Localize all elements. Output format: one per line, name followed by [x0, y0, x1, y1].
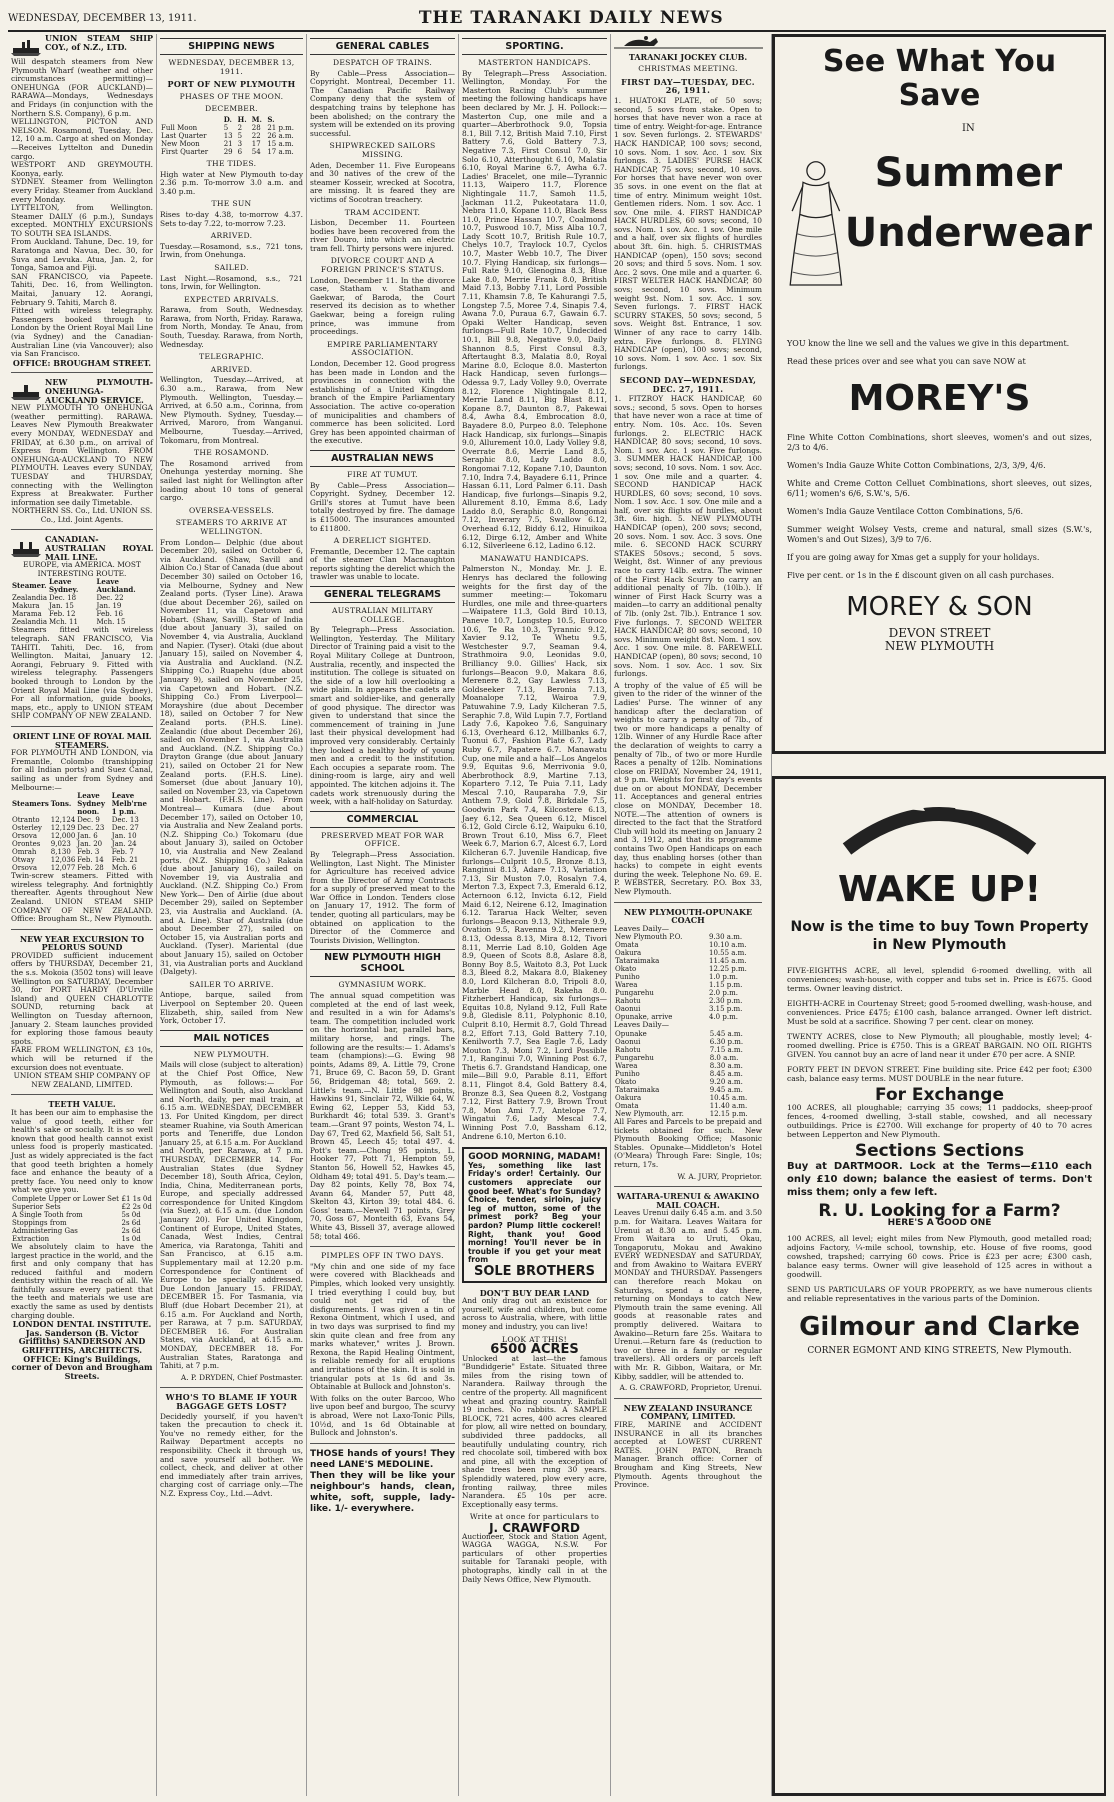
table-row: Complete Upper or Lower Set £1 1s 0d [12, 1194, 152, 1203]
sailed-title: SAILED. [214, 262, 249, 272]
sailer-body: Antiope, barque, sailed from Liverpool on September 20. Queen Elizabeth, ship, sailed from New York, October 17. [160, 990, 303, 1026]
nplym-service-ad [11, 378, 153, 524]
meat-body: By Telegraph—Press Association. Wellington, Last Night. The Minister for Agriculture has received advice from the Director of Army Contracts for a supply of preserved meat to the War Office in London. Tenders close on January 17, 1912. The form of tender, quoting all particulars, may be obtained on application to the Director of the Commerce and Tourists Division, Wellington. [310, 849, 455, 945]
excursion-company: UNION STEAM SHIP COMPANY OF NEW ZEALAND, LIMITED. [13, 1071, 151, 1089]
steamship-icon [11, 537, 41, 557]
sailed-body: Last Night.—Rosamond, s.s., 721 tons, Irwin, for Wellington. [160, 273, 303, 292]
union-body: Will despatch steamers from New Plymouth Wharf (weather and other circumstances permitting)— ONEHUNGA (FOR AUCKLAND)— RARAWA—Mondays, Wednesdays and Fridays (in conjunction with the Northern S.S. Company), 6 p.m. [11, 57, 153, 118]
canadian-title: CANADIAN-AUSTRALIAN ROYAL MAIL LINE. [45, 534, 153, 562]
jockey-first-body: 1. HUATOKI PLATE, of 50 sovs; second, 5 sovs from stake. Open to horses that have never won a race at time of entry. Weight-for-age. Entrance 1 sov. Seven furlongs. 2. STEWARDS' HACK HANDICAP, 100 sovs; second, 10 sovs. Nom. 1 sov. Acc. 1 sov. Six furlongs. 3. LADIES' PURSE HACK HANDICAP, 75 sovs; second, 10 sovs. For horses that have never won over 35 sovs. in one event on the flat at time of entry. Minimum weight 10st. Gentlemen riders. Nom. 1 sov. Acc. 1 sov. One mile. 4. FIRST HANDICAP HACK HURDLES, 60 sovs; second, 10 sovs. Nom. 1 sov. Acc. 1 sov. One mile and a half, over six flights of hurdles about 3ft. 6in. high. 5. CHRISTMAS HANDICAP (open), 150 sovs; second 20 sovs; and third 5 sovs. Nom. 1 sov. Acc. 2 sovs. One mile and a quarter. 6. FIRST WELTER HACK HANDICAP, 80 sovs; second, 10 sovs. Minimum weight 9st. Nom. 1 sov. Acc. 1 sov. Seven furlongs. 7. FIRST HACK SCURRY STAKES, 50 sovs; second, 5 sovs. Weight 8st. Entrance, 1 sov. Winner of any race to carry 14lb. extra. Five furlongs. 8. FLYING HANDICAP (open), 100 sovs; second, 10 sovs. Nom. 1 sov. Acc. 1 sov. Six furlongs. [614, 95, 762, 372]
jockey-sub: CHRISTMAS MEETING. [638, 64, 738, 74]
morey-intro2: Read these prices over and see what you can save NOW at [787, 357, 1026, 366]
moon-title: PHASES OF THE MOON. [179, 91, 284, 101]
gilmour-address: CORNER EGMONT AND KING STREETS, New Plymouth. [807, 1345, 1072, 1356]
table-row: Zealandia Mch. 11 Mch. 15 [12, 618, 126, 627]
union-sydney: SYDNEY. Steamer from Wellington every Friday. Steamer from Auckland every Monday. [11, 177, 153, 204]
table-row: Administering Gas 2s 6d [12, 1226, 141, 1235]
laxo-body: With folks on the outer Barcoo, Who live upon beef and burgoo, The scurvy is abroad, Were not Laxo-Tonic Pills, 10½d, and 1s 6d Obtainable at Bullock and Johnston's. [310, 1393, 455, 1438]
farm-note: SEND US PARTICULARS OF YOUR PROPERTY, as we have numerous clients and reliable representatives in the various parts of the Dominion. [787, 1284, 1092, 1303]
empire-title: EMPIRE PARLIAMENTARY ASSOCIATION. [327, 339, 438, 358]
table-row: Oakura 10.55 a.m. [615, 949, 747, 958]
land-body: And only drag out an existence for yourself, wife and children, but come across to Australia, where, with little money and industry, you can live! [462, 1296, 607, 1331]
land-ad [462, 1289, 607, 1585]
union-westport: WESTPORT AND GREYMOUTH. Koonya, early. [11, 160, 153, 178]
table-row: Omata 11.40 a.m. [615, 1101, 748, 1110]
trains-body: By Cable—Press Association—Copyright. Montreal, December 11. The Canadian Pacific Railway Company deny that the system of despatching trains by telephone has been abolished; on the contrary the system will be extended on its proving successful. [310, 68, 455, 138]
teeth-title: TEETH VALUE. [48, 1099, 116, 1110]
orient-body: FOR PLYMOUTH AND LONDON, via Fremantle, Colombo (transhipping for all Indian ports) and Suez Canal, sailing as under from Sydney and Melbourne:— [11, 748, 153, 792]
lady-figure-icon [787, 119, 845, 329]
table-row: Warea 1.15 p.m. [615, 981, 743, 990]
morey-item: If you are going away for Xmas get a supply for your holidays. [787, 553, 1040, 562]
overseas-body: From London— Delphic (due about December 20), sailed on October 6, via Auckland. (Shaw, Savill and Albion Co.) Star of Canada (due about December 30) sailed on October 16, via Melbourne, Sydney and New Zealand ports. (Tyser Line). Arawa (due about December 26), sailed on November 11, via Capetown and Hobart. (Shaw, Savill). Star of India (due about January 3), sailed on November 4, via Australia, Auckland and Napier. (Tyser). Otaki (due about January 15), sailed on November 4, via Australia and Auckland. (N.Z. Shipping Co.) Ruapehu (due about January 9), sailed on November 25, via Capetown and Hobart. (N.Z. Shipping Co.) From Liverpool— Morayshire (due about December 18), sailed on October 7 for New Zealand ports. (P.H.S. Line). Zealandic (due about December 26), sailed on November 1, via Australia and Auckland. (N.Z. Shipping Co.) Drayton Grange (due about January 21), sailed on October 21 for New Zealand ports. (F.H.S. Line). Somerset (due about January 10), sailed on November 23, via Capetown and Hobart. (F.H.S. Line). From Montreal— Kumara (due about December 17), sailed on October 10, via Australia and New Zealand ports. (N.Z. Shipping Co.) Tokomaru (due about January 3), sailed on October 10, via Australia and New Zealand ports. (N.Z. Shipping Co.) Rakaia (due about January 16), sailed on November 19, via Australia and Auckland. (N.Z. Shipping Co.) From New York— Den of Airlie (due about December 29), sailed on September 23, via Australia and Auckland. (A. and A. Line). Star of Australia (due about December 27), sailed on October 15, via Australian ports and Auckland. (Tyser). Mariental (due about January 15), sailed on October 31, via Australian ports and Auckland (Dalgety). [160, 537, 303, 977]
column-shipping-ads [8, 34, 156, 1796]
empire-body: London, December 12. Good progress has been made in London and the provinces in connection with the establishing of a United Kingdom branch of the Empire Parliamentary Association. The active co-operation of municipalities and chambers of commerce has been solicited. Lord Grey has been appointed chairman of the executive. [310, 359, 455, 446]
shipping-dateline: WEDNESDAY, DECEMBER 13, 1911. [168, 58, 295, 76]
orient-table: Steamers Tons. Leave Sydney noon. Leave Melb'rne 1 p.m. Otranto 12,124 Dec. 9 Dec. 13 Osterley 12,129 Dec. 23 Dec. 27 Orsova 12,000 Jan. 6 Jan. 10 Orontes 9,023 Jan. 20 Jan. 24 Omrah 8,130 Feb. 3 Feb. 7 Otway 12,036 Feb. 14 Feb. 21 Orsova 12,077 Feb. 28 Mch. 6 [11, 792, 153, 872]
table-row: Oaonui 3.15 p.m. [615, 1005, 743, 1014]
tram-title: TRAM ACCIDENT. [344, 207, 421, 217]
teeth-ad [11, 1100, 153, 1380]
port-heading: PORT OF NEW PLYMOUTH [167, 79, 296, 90]
union-lyttelton: LYTTELTON, from Wellington. Steamer DAILY (6 p.m.), Sundays excepted. MONTHLY EXCURSIONS TO SOUTH SEA ISLANDS. [11, 203, 153, 238]
morey-item: Five per cent. or 1s in the £ discount given on all cash purchases. [787, 571, 1055, 580]
acres-number: 6500 ACRES [490, 1342, 579, 1358]
sole-body: Yes, something like last Friday's order! Certainly. Our customers appreciate our good beef. What's for Sunday? Choice, tender, sirloin, juicy leg of mutton, some of the primest pork? Beg your pardon? Plump little cockerel! Right, thank you! Good morning! You'll never be in trouble if you get your meat from [468, 1160, 601, 1265]
telegraphic-arrived: ARRIVED. [210, 364, 253, 374]
column-sporting [458, 34, 610, 1796]
property-listing: FORTY FEET IN DEVON STREET. Fine building site. Price £42 per foot; £300 cash, balance easy terms. MUST DOUBLE in the near future. [787, 1064, 1092, 1083]
rooster-banner-icon [787, 789, 1092, 859]
moon-month: DECEMBER. [205, 104, 258, 114]
summer-heading: Summer [874, 149, 1063, 196]
union-office: OFFICE: BROUGHAM STREET. [12, 357, 152, 368]
coach-leaves-label: Leaves Daily— [614, 1020, 670, 1030]
insurance-body: FIRE, MARINE and ACCIDENT INSURANCE in all its branches accepted at LOWEST CURRENT RATES. JOHN PATON, Branch Manager. Branch office: Corner of Brougham and King Streets, New Plymouth. Agents throughout the Province. [614, 1419, 762, 1490]
mail-signature: A. P. DRYDEN, Chief Postmaster. [180, 1372, 303, 1382]
divorce-body: London, December 11. In the divorce case, Statham v. Statham and Gaekwar, of Baroda, the Court reserved its decision as to whether Gaekwar, being a foreign ruling prince, was immune from proceedings. [310, 275, 455, 337]
morey-item: Fine White Cotton Combinations, short sleeves, women's and out sizes, 2/3 to 4/6. [787, 433, 1092, 452]
coach-title: NEW PLYMOUTH-OPUNAKE COACH [623, 906, 753, 926]
tram-body: Lisbon, December 11. Fourteen bodies have been recovered from the river Douro, into which an electric tram fell. Thirty persons were injured. [310, 218, 455, 253]
union-islands: From Auckland. Tahune, Dec. 19, for Raratonga and Navua, Dec. 30, for Suva and Levuka. Atua, Jan. 2, for Tonga, Samoa and Fiji. [11, 237, 153, 273]
morey-nplymouth: NEW PLYMOUTH [884, 638, 995, 653]
orient-note: Twin-screw steamers. Fitted with wireless telegraphy. And fortnightly thereafter. Agents throughout New Zealand. UNION STEAM SHIP COMPANY OF NEW ZEALAND. Office: Brougham St., New Plymouth. [11, 871, 153, 924]
nplym-body: NEW PLYMOUTH TO ONEHUNGA (weather permitting). RARAWA. Leaves New Plymouth Breakwater every MONDAY, WEDNESDAY and FRIDAY, at 6.30 p.m., on arrival of Express from Wellington. FROM ONEHUNGA-AUCKLAND TO NEW PLYMOUTH. Leaves every SUNDAY, TUESDAY and THURSDAY, connecting with the Wellington Express at Breakwater. Further information see daily Timetable. [11, 403, 153, 507]
union-ad [11, 34, 153, 367]
fire-title: FIRE AT TUMUT. [347, 469, 418, 479]
insurance-ad [614, 1404, 762, 1490]
medoline-title: THOSE hands of yours! They need LANE'S MEDOLINE. [310, 1448, 455, 1470]
coach-notes: All Fares and Parcels to be prepaid and tickets obtained for such. New Plymouth Booking Office; Masonic Stables. Opunake—Middleton's Hotel (O'Meara) Through Fare: Single, 10s; return, 17s. [614, 1116, 762, 1169]
medoline-body: Then they will be like your neighbour's hands, clean, white, soft, supple, lady-like. 1/- everywhere. [310, 1470, 455, 1514]
waitara-signature: A. G. CRAWFORD, Proprietor, Urenui. [619, 1383, 762, 1393]
expected-body: Rarawa, from South, Wednesday. Rarawa, from North, Friday. Rarawa, from North, Monday. Te Anau, from South, Tuesday. Rarawa, from North, Wednesday. [160, 305, 303, 349]
sole-brothers-ad [462, 1147, 607, 1282]
farm-heading: R. U. Looking for a Farm? [818, 1200, 1061, 1221]
column-cables [306, 34, 458, 1796]
column-display-ads [771, 34, 1106, 1796]
derelict-title: A DERELICT SIGHTED. [333, 536, 432, 546]
table-header: Steamer. [12, 581, 47, 591]
table-row: Orsova 12,077 Feb. 28 Mch. 6 [12, 864, 137, 873]
table-row: Opunake 5.45 a.m. [615, 1029, 743, 1038]
teeth-price-table [11, 1195, 153, 1243]
table-header: Leave Sydney. [49, 577, 79, 595]
sole-title: GOOD MORNING, MADAM! [468, 1152, 601, 1163]
table-row: Okato 12.25 p.m. [615, 965, 747, 974]
steamship-icon [11, 380, 41, 400]
general-telegrams-heading: GENERAL TELEGRAMS [310, 586, 455, 603]
table-row: Opunake, arrive 4.0 p.m. [615, 1013, 738, 1022]
table-row: Rahotu 2.30 p.m. [615, 997, 743, 1006]
excursion-fare: FARE FROM WELLINGTON, £3 10s, which will be returned if the excursion does not eventuate. [11, 1045, 153, 1072]
moon-table: D. H. M. S. Full Moon 5 2 28 21 p.m. Last Quarter 13 5 22 26 a.m. New Moon 21 3 17 15 a.m. First Quarter 29 6 54 17 a.m. [160, 116, 303, 156]
rosamond-body: The Rosamond arrived from Onehunga yesterday morning. She sailed last night for Wellington after loading about 10 tons of general cargo. [160, 458, 303, 503]
manawatu-body: Palmerston N., Monday. Mr. J. E. Henrys has declared the following weights for the first day of the summer meeting:— Tokomaru Hurdles, one mile and three-quarters—Waipatere 11.3, Gold Bird 10.13, Paneve 10.7, Longstep 10.5, Euroco 10.6, Te Ra 10.3, Tyrannic 9.12, Xavier 9.12, Te Whetu 9.5, Westchester 9.7, Seaman 9.4, Strathmoira 9.0, Leonidas 9.0, Brilliancy 9.0. Gillies' Hack, six furlongs—Beacon 9.0, Makara 8.6, Merenere 8.2, Gay Lawless 7.13, Goldseeker 7.13, Beronia 7.13, Moanalope 7.12, Wairoa 7.9, Patuwahine 7.9, Lady Kilcheran 7.5, Seraphic 7.8, Wild Lupin 7.7, Fortland Lady 7.6, Kapokeo 7.6, Sanguinary 6.13, Overheard 6.12, Millbanks 6.7, Tuonui 6.7, Fashion Plate 6.7, Lady Ruby 6.7, Papatere 6.7. Manawatu Cup, one mile and a half—Los Angelos 9.9, Equitas 9.6, Merrivonia 9.0, Aberbrothock 8.9, Martine 7.13, Kopartero 7.12, Te Puia 7.11, Lady Mescal 7.10, Rauparaha 7.9, Sir Anthem 7.9, Gold 7.8, Birkdale 7.5, Goodwin Park 7.4, Kilcostere 6.13, Jaey 6.12, Sea Queen 6.12, Miscel 6.12, Gold Circle 6.12, Waipuku 6.10, Brown Trout 6.10, Miss 6.7, Fleet Week 6.7, Marion 6.7, Alcest 6.7, Lord Kilcheran 6.7. Juvenile Handicap, five furlongs—Culprit 10.5, Bronze 8.13, Ranginui 8.13, Adare 7.13, Variation 7.13, Sir Muston 7.0, Rosalyn 7.4, Merton 7.3, Expect 7.3, Emerald 6.12, Acternoon 6.12, Invicta 6.12, Field Maid 6.12, Neirene 6.12, Imagination 6.12. Tararua Hack Welter, seven furlongs—Beacon 9.13, Nitherale 9.9, Ovation 9.5, Ravenna 9.2, Merenere 8.13, Odessa 8.13, Mira 8.12, Tivori 8.11, Merrie Lad 8.10, Golden Age 8.9, Queen of Scots 8.8, Aslare 8.8, Bonny Boy 8.5, Waitoto 8.3, Pot Luck 8.3, Bleed 8.2, Makara 8.0, Blakeney 8.0, Lord Kilcheran 8.0, Tripoli 8.0, Marble Head 8.0, Rakeha 8.0. Fitzherbert Handicap, six furlongs—Equitas 10.8, Nyland 9.12, Full Rate 9.8, Gledisle 8.11, Polyphonic 8.10, Culprit 8.10, Hermit 8.7, Gold Thread 8.2, Effort 7.13, Gold Battery 7.10, Kenilworth 7.7, Sea Eagle 7.6, Lady Mouton 7.3, Moni 7.2, Lord Possible 7.1, Ranginui 7.0, Winning Post 6.7, Thetis 6.7. Grandstand Handicap, one mile—Bill 9.0, Parable 8.11, Effort 8.11, Flingot 8.4, Gold Battery 8.4, Bronze 8.3, Sea Queen 8.2, Vostgang 7.12, First Battery 7.9, Brown Trout 7.8, Mon Ami 7.7, Antelope 7.7, Wingatui 7.6, Lady Mescal 7.4, Winning Post 7.0, Bassham 6.12, Andrene 6.10, Merton 6.10. [462, 564, 607, 1141]
masthead [8, 6, 1106, 32]
table-row: Pungarehu 8.0 a.m. [615, 1053, 739, 1062]
jockey-club-ad [614, 34, 762, 897]
table-row: Superior Sets £2 2s 0d [12, 1202, 152, 1211]
teeth-note: We absolutely claim to have the largest practice in the world, and the first and only company that has reduced faithful and modern dentistry within the reach of all. We faithfully assure every patient that the teeth and materials we use are exactly the same as used by dentists charging double. [11, 1241, 153, 1320]
acres-body: Unlocked at last—the famous "Bundidgerie" Estate. Situated three miles from the rising town of Narandera. Railway through the centre of the property. All magnificent wheat and grazing country. Rainfall 19 inches. No rabbits. A SAMPLE BLOCK, 721 acres, 400 acres cleared for plow, all wire netted on boundary, subdivided three paddocks, all beautifully undulating country, rich red chocolate soil, timbered with box and pine, all with the exception of shade trees been rung 30 years. Splendidly watered, plow every acre, fronting railway, three miles Narandera. £5 10s per acre. Exceptionally easy terms. [462, 1353, 607, 1509]
paper-title: THE TARANAKI DAILY NEWS [418, 8, 724, 28]
sun-title: THE SUN [211, 199, 252, 209]
crawford-name: J. CRAWFORD [489, 1520, 580, 1535]
table-row: Orsova 12,000 Jan. 6 Jan. 10 [12, 832, 137, 841]
masterton-body: By Telegraph—Press Association. Wellington, Monday. For the Masterton Racing Club's summer meeting the following handicaps have been declared by Mr. J. H. Pollock:— Masterton Cup, one mile and a quarter—Aberbrothock 9.0, Topsia 8.1, Bill 7.12, British Maid 7.10, First Battery 7.6, Gold Battery 7.3, Negative 7.3, First Consul 7.0, Sir Solo 6.10, Atterthought 6.10, Malatia 6.10, Royal Marine 6.7, Awha 6.7. Ladies' Bracelet, one mile—Tyrannic 11.13, Waipero 11.7, Florence Nightingale 11.7, Samoh 11.5, Jackman 11.2, Pukeotatara 11.0, Nebra 11.0, Kopane 11.0, Black Bess 11.0, Prince Hassan 10.7, Coalmond 10.7, Puswood 10.7, Miss Alba 10.7, Lady Scott 10.7, British Rule 10.7, Chelys 10.7, Traylock 10.7, Cyclos 10.7, Master Webb 10.7, The Diver 10.7. Flying Handicap, six furlongs—Full Rate 9.10, Glenogina 8.3, Blue Lake 8.0, Merrie Frank 8.0, British Maid 7.13, Bobby 7.11, Lord Possible 7.11, Khamsin 7.8, Te Kahurangi 7.5, Longstep 7.5, Moree 7.4, Sinapis 7.4, Awana 7.0, Puraua 6.7, Gawain 6.7. Opaki Welter Handicap, seven furlongs—Full Rate 10.7, Undecided 10.1, Bill 9.8, Negative 9.0, Daily Shannon 8.5, First Consul 8.3, Aftertaught 8.3, Malatia 8.0, Royal Marine 8.0, Ecloque 8.0. Masterton Hack Handicap, seven furlongs—Odessa 9.7, Lady Volley 9.0, Overrate 8.12, Florence Nightingale 8.12, Merrie Land 8.11, Big Blast 8.11, Kopane 8.7, Daunton 8.7, Pakewai 8.4, Awha 8.4, Embrocation 8.0, Bayadere 8.0, Purpeo 8.0. Telephone Hack Handicap, six furlongs—Sinapis 9.0, Allurement 10.0, Lady Volley 9.8, Overrate 8.6, Merrie Land 8.5, Seraphic 8.0, Lady Laddo 8.0, Rongomai 7.12, Kopane 7.10, Daunton 7.10, Indra 7.4, Bayadere 6.11, Prince Hassan 6.11, Lord Palmer 6.11. Dash Handicap, five furlongs—Sinapis 9.2, Allurement 8.10, Emma 8.6, Lady Laddo 8.0, Seraphic 8.0, Rongomai 7.12, Inverary 7.5, Swallow 6.12, Overhead 6.12, Biddy 6.12, Hinuikoa 6.12, Dirge 6.12, Amber and White 6.12, Silverleene 6.12, Ladino 6.12. [462, 68, 607, 551]
acres-title: LOOK AT THIS! [502, 1334, 567, 1344]
morey-son: MOREY & SON [846, 592, 1033, 622]
table-row: Otranto 12,124 Dec. 9 Dec. 13 [12, 816, 139, 825]
coach-outbound-table [614, 933, 762, 1021]
table-row: Pungarehu 2.0 p.m. [615, 989, 738, 998]
table-row: Puniho 1.0 p.m. [615, 973, 738, 982]
telegraphic-title: TELEGRAPHIC. [199, 352, 264, 362]
rosamond-title: THE ROSAMOND. [193, 448, 270, 458]
excursion-body: PROVIDED sufficient inducement offers by THURSDAY, December 21, the s.s. Mokoia (3502 tons) will leave Wellington on SATURDAY, December 30, for PORT HARDY (D'Urville Island) and QUEEN CHARLOTTE SOUND, returning back at Wellington on Tuesday afternoon, January 2. Steam launches provided for exploring those famous beauty spots. [11, 950, 153, 1046]
morey-item: Women's India Gauze Ventilace Cotton Combinations, 5/6. [787, 507, 1024, 516]
table-row: Warea 8.30 a.m. [615, 1061, 743, 1070]
column-racing-coaches [610, 34, 765, 1796]
waitara-coach-ad [614, 1192, 762, 1393]
table-row: Osterley 12,129 Dec. 23 Dec. 27 [12, 824, 139, 833]
trains-title: DESPATCH OF TRAINS. [332, 58, 433, 67]
table-row: Oakura 10.45 a.m. [615, 1093, 748, 1102]
wake-up-heading: WAKE UP! [837, 868, 1041, 910]
table-row: Oaonui 6.30 p.m. [615, 1037, 744, 1046]
table-row: Extraction 1s 0d [12, 1234, 141, 1243]
union-title: UNION STEAM SHIP COY., of N.Z., LTD. [45, 34, 153, 52]
table-row: Puniho 8.45 a.m. [615, 1069, 743, 1078]
table-row: Otway 12,036 Feb. 14 Feb. 21 [12, 856, 139, 865]
telegraphic-body: Wellington, Tuesday.—Arrived, at 6.30 a.m., Rarawa, from New Plymouth. Wellington, Tuesday.—Arrived, at 6.50 a.m., Corinna, from New Plymouth. Sydney, Tuesday.—Arrived, Maroro, from Wanganui. Melbourne, Tuesday.—Arrived, Tokomaru, from Montreal. [160, 375, 303, 445]
moreys-heading: MOREY'S [848, 378, 1031, 419]
table-row: First Quarter 29 6 54 17 a.m. [161, 147, 294, 156]
opunake-coach-ad [614, 908, 762, 1182]
property-listing: TWENTY ACRES, close to New Plymouth; all ploughable, mostly level; 4-roomed dwelling. Price is £750. This is a GREAT BARGAIN. NO OIL RIGHTS GIVEN. You cannot buy an acre of land near it under £70 per acre. A SNIP. [787, 1031, 1092, 1059]
exchange-heading: For Exchange [875, 1084, 1004, 1105]
meat-title: PRESERVED MEAT FOR WAR OFFICE. [321, 830, 444, 849]
manawatu-title: MANAWATU HANDICAPS. [480, 553, 589, 563]
table-row: New Plymouth P.O. 9.30 a.m. [615, 933, 743, 942]
canadian-ad [11, 535, 153, 721]
table-row: Makura Jan. 15 Jan. 19 [12, 602, 122, 611]
pimples-body: "My chin and one side of my face were covered with Blackheads and Pimples, which looked very unsightly. I tried everything I could buy, but could not get rid of the disfigurements. I was given a tin of Rexona Ointment, which I used, and in two days was surprised to find my skin quite clean and free from any marks whatever," writes J. Brown. Rexona, the Rapid Healing Ointment, is reliable remedy for all eruptions and irritations of the skin. It is sold in triangular pots at 1s 6d and 3s. Obtainable at Bullock and Johnston's. [310, 1261, 455, 1392]
gym-sub: GYMNASIUM WORK. [338, 980, 427, 990]
jockey-icon [614, 34, 763, 50]
london-dental: LONDON DENTAL INSTITUTE. Jas. Sanderson (B. Victor Griffiths) SANDERSON AND GRIFFITHS, ARCHITECTS. OFFICE: King's Buildings, corner of Devon and Brougham Streets. [11, 1319, 153, 1381]
table-row: Omata 10.10 a.m. [615, 941, 747, 950]
table-row: Zealandia Dec. 18 Dec. 22 [12, 594, 124, 603]
orient-ad [11, 732, 153, 924]
mail-notices-heading: MAIL NOTICES [160, 1030, 303, 1047]
table-row: Rahotu 7.15 a.m. [615, 1045, 743, 1054]
general-cables-heading: GENERAL CABLES [310, 38, 455, 55]
mail-place: NEW PLYMOUTH. [193, 1049, 270, 1059]
land-title: DON'T BUY DEAR LAND [479, 1287, 590, 1298]
gym-body: The annual squad competition was completed at the end of last week, and resulted in a win for Adams's team. The competition included work on the horizontal bar, parallel bars, military horse, and rings. The following are the results:— 1. Adams's team (champions):—G. Ewing 98 points, Adams 89, A. Little 79, Crone 71, Bruce 69, C. Bacon 59, D. Grant 56, Bridgeman 48; total, 569. 2. Little's team.—N. Little 98 points, Hawkins 91, Sinclair 72, Wilkie 64, W. Ewing 62, Lepper 53, Kidd 53, Burkhardt 46; total 539. 3. Grant's team.—Grant 97 points, Weston 74, L. Day 67, Tred 62, Maxfield 56, Salt 51, Brown 45, Leech 45; total 497. 4. Pott's team.—Chong 95 points, L. Hooker 77, Pott 71, Hempton 59, Stanton 56, Howell 52, Hawkes 45, Oldham 49; total 491. 5. Day's team.—Day 82 points, Kelly 78, Box 74, Avann 64, Mander 57, Putt 48, Skelton 43, Kirton 39; total 484. 6. Goss' team.—Newell 71 points, Grey 70, Goss 67, Monteith 63, Evans 54, White 43, Bissell 37, average allowed 58; total 466. [310, 991, 455, 1241]
table-row: A Single Tooth from 5s 0d [12, 1210, 141, 1219]
mail-body: Mails will close (subject to alteration) at the Chief Post Office, New Plymouth, as follows:— For Wellington and South, also Auckland and North, daily, per mail train, at 6.15 a.m. WEDNESDAY, DECEMBER 13. For United Kingdom, per direct steamer Ruahine, via South American ports and Teneriffe, due London January 25, at 6.15 a.m. For Auckland and North, per Rarawa, at 7 p.m. THURSDAY, DECEMBER 14. For Australian States (due Sydney December 18), South Africa, Ceylon, India, China, Mediterranean ports, Europe, and specially addressed correspondence for United Kingdom (via Suez), at 6.15 a.m. (due London January 20). For United Kingdom, Continent of Europe, United States, Canada, West Indies, Central America, via Raratonga, Tahiti and San Francisco, at 6.15 a.m. Supplementary mail at 12.20 p.m. Correspondence for Continent of Europe to be specially addressed. Due London January 15. FRIDAY, DECEMBER 15. For Tasmania, via Bluff (due Hobart December 21), at 6.15 a.m. For Auckland and North, per Rarawa, at 7 p.m. SATURDAY, DECEMBER 16. For Australian States, via Auckland, at 6.15 a.m. MONDAY, DECEMBER 18. For Australian States, Raratonga and Tahiti, at 7 p.m. [160, 1060, 303, 1371]
baggage-body: Decidedly yourself, if you haven't taken the precaution to check it. You've no remedy either, for the Railway Department accepts no responsibility. Check it through us, and save yourself all bother. We collect, check, and deliver at other end immediately after train arrives, charging cost of carriage only.—The N.Z. Express Coy., Ltd.—Advt. [160, 1411, 303, 1498]
table-row: Stoppings from 2s 6d [12, 1218, 141, 1227]
table-row: New Plymouth, arr. 12.15 p.m. [615, 1109, 748, 1118]
overseas-sub: STEAMERS TO ARRIVE AT WELLINGTON. [175, 518, 288, 536]
baggage-title: WHO'S TO BLAME IF YOUR BAGGAGE GETS LOST? [165, 1392, 298, 1411]
sole-name: SOLE BROTHERS [473, 1263, 596, 1279]
expected-title: EXPECTED ARRIVALS. [184, 294, 279, 304]
table-row: Omrah 8,130 Feb. 3 Feb. 7 [12, 848, 134, 857]
derelict-body: Fremantle, December 12. The captain of the steamer Clan Macnaughton reports sighting the derelict which the trawler was unable to locate. [310, 546, 456, 582]
sailer-title: SAILER TO ARRIVE. [189, 979, 274, 989]
morey-item: White and Creme Cotton Celluet Combinations, short sleeves, out sizes, 6/11; women's 6/6, S.W.'s, 5/6. [787, 479, 1092, 498]
column-shipping-news [156, 34, 306, 1796]
sun-body: Rises to-day 4.38, to-morrow 4.37. Sets to-day 7.22, to-morrow 7.23. [160, 209, 303, 228]
insurance-title: NEW ZEALAND INSURANCE COMPANY, LIMITED. [623, 1402, 753, 1422]
college-title: AUSTRALIAN MILITARY COLLEGE. [331, 606, 434, 624]
canadian-table [11, 578, 153, 626]
high-school-heading: NEW PLYMOUTH HIGH SCHOOL [310, 949, 455, 977]
gilmour-clarke-name: Gilmour and Clarke [799, 1311, 1080, 1342]
table-row: New Moon 21 3 17 15 a.m. [161, 139, 294, 148]
sailors-title: SHIPWRECKED SAILORS MISSING. [329, 141, 436, 159]
masterton-title: MASTERTON HANDICAPS. [478, 58, 591, 67]
fire-body: By Cable—Press Association—Copyright. Sydney, December 12. Grill's stores at Tumut have been totally destroyed by fire. The damage is £15000. The insurances amounted to £11800. [310, 480, 455, 533]
wake-sub: Now is the time to buy Town Property in New Plymouth [790, 918, 1089, 953]
shipping-news-heading: SHIPPING NEWS [160, 38, 303, 55]
coach-signature: W. A. JURY, Proprietor. [677, 1171, 762, 1181]
tides-title: THE TIDES. [206, 158, 257, 168]
table-row: Full Moon 5 2 28 21 p.m. [161, 123, 295, 132]
crawford-body: Auctioneer, Stock and Station Agent, WAGGA WAGGA, N.S.W. For particulars of other properties suitable for Taranaki people, with photographs, kindly call in at the Daily News Office, New Plymouth. [462, 1531, 607, 1584]
morey-underwear-ad [772, 34, 1106, 754]
coach-leaves-label: Leaves Daily— [614, 923, 670, 933]
save-in: IN [962, 123, 975, 134]
union-wellington: WELLINGTON, PICTON AND NELSON. Rosamond, Tuesday, Dec. 12, 10 a.m. Cargo at shed on Monday—Receives Lyttelton and Dunedin cargo. [11, 117, 153, 161]
property-listing: FIVE-EIGHTHS ACRE, all level, splendid 6-roomed dwelling, with all conveniences; wash-house, with copper and tubs set in. Price is £675. Good terms. Owner leaving district. [787, 965, 1092, 993]
jockey-second-body: 1. FITZROY HACK HANDICAP, 60 sovs.; second, 5 sovs. Open to horses that have never won a race at time of entry. Nom. 10s. Acc. 10s. Seven furlongs. 2. ELECTRIC HACK HANDICAP, 80 sovs; second, 10 sovs. Nom. 1 sov. Acc. 1 sov. Five furlongs. 3. SUMMER HACK HANDICAP, 100 sovs; second, 10 sovs. Nom. 1 sov. Acc. 1 sov. One mile and a quarter. 4. SECOND HANDICAP HACK HURDLES, 60 sovs; second, 10 sovs. Nom. 1 sov. Acc. 1 sov. One mile and a half, over six flights of hurdles, about 3ft. 6in. high. 5. NEW PLYMOUTH HANDICAP (open), 200 sovs; second, 20 sovs. Nom. 1 sov. Acc. 3 sovs. One mile. 6. SECOND HACK SCURRY STAKES 50sovs.; second, 5 sovs. Weight, 8st. Winner of any previous race to carry 14lb. extra. The winner of the First Hack Scurry to carry an additional penalty of 7lb. (10lb.). If winner of First Hack Scurry was a maiden—to carry an additional penalty of 7lb. (only 2st. 7lb.). Entrance 1 sov. Five furlongs. 7. SECOND WELTER HACK HANDICAP, 80 sovs; second, 10 sovs. Minimum weight 8st. Nom. 1 sov. Acc. 1 sov. One mile. 8. FAREWELL HANDICAP (open), 80 sovs; second, 10 sovs. Nom. 1 sov. Acc. 1 sov. Six furlongs. [614, 394, 762, 679]
jockey-first-day: FIRST DAY—TUESDAY, DEC. 26, 1911. [621, 76, 755, 96]
morey-item: Summer weight Wolsey Vests, creme and natural, small sizes (S.W.'s, Women's and Out Sizes), 3/9 to 7/6. [787, 525, 1092, 544]
union-sf: SAN FRANCISCO, via Papeete. Tahiti, Dec. 16, from Wellington. Maitai, January 12. Aorangi, February 9. Tahiti, March 8. [11, 271, 153, 307]
morey-devon: DEVON STREET [888, 626, 991, 640]
teeth-body: It has been our aim to emphasise the value of good teeth, either for health's sake or socially. It is so well known that good health cannot exist unless food is properly masticated. Just as widely appreciated is the fact that good teeth brighten a homely face and enhance the beauty of a pretty face. You need only to know what we give you. [11, 1107, 153, 1195]
orient-title: ORIENT LINE OF ROYAL MAIL STEAMERS. [12, 730, 152, 750]
tides-body: High water at New Plymouth to-day 2.36 p.m. To-morrow 3.0 a.m. and 3.40 p.m. [160, 169, 303, 196]
issue-date: WEDNESDAY, DECEMBER 13, 1911. [8, 12, 197, 24]
farm-sub: HERE'S A GOOD ONE [887, 1218, 992, 1229]
table-row: Tataraimaka 9.45 a.m. [615, 1085, 743, 1094]
table-row: Last Quarter 13 5 22 26 a.m. [161, 131, 294, 140]
table-row: Okato 9.20 a.m. [615, 1077, 743, 1086]
canadian-sub: EUROPE, via AMERICA. MOST INTERESTING ROUTE. [23, 560, 141, 578]
overseas-title: OVERSEA-VESSELS. [188, 505, 275, 515]
excursion-title: NEW YEAR EXCURSION TO PELORUS SOUND [19, 933, 145, 953]
exchange-body: 100 ACRES, all ploughable; carrying 35 cows; 11 paddocks, sheep-proof fences, 4-roomed dwelling, 3-stall stable, cowshed, and all necessary outbuildings. Price is £2700. Will exchange for property of 40 to 70 acres between Lepperton and New Plymouth. [787, 1103, 1092, 1140]
property-listing: EIGHTH-ACRE in Courtenay Street; good 5-roomed dwelling, wash-house, and conveniences. Price £475; £100 cash, balance arranged. Owner left district. Must be sold at a sacrifice. Showing 7 per cent. clear on money. [787, 998, 1092, 1026]
table-header: Leave Auckland. [96, 577, 136, 595]
table-row: Tataraimaka 11.45 a.m. [615, 957, 747, 966]
steamship-icon [11, 36, 41, 56]
sections-body: Buy at DARTMOOR. Lock at the Terms—£110 each only £10 down; balance the easiest of terms. Don't miss them; only a few left. [787, 1160, 1092, 1198]
canadian-note: Steamers fitted with wireless telegraph. SAN FRANCISCO, Via TAHITI. Tahiti, Dec. 16, from Wellington. Maitai, January 12. Aorangi, February 9. Fitted with wireless telegraphy. Passengers booked through to London by the Orient Royal Mail Line (via Sydney). For all information, guide books, maps, etc., apply to UNION STEAM SHIP COMPANY OF NEW ZEALAND. [11, 625, 153, 721]
jockey-title: TARANAKI JOCKEY CLUB. [628, 51, 748, 62]
jockey-notes: A trophy of the value of £5 will be given to the rider of the winner of the Ladies' Purse. The winner of any handicap after the declaration of weights to carry a penalty of 7lb., of two or more handicaps a penalty of 12lb. Winner of any Hurdle Race after the declaration of weights to carry a penalty of 7lb., of two or more Hurdle Races a penalty of 12lb. Nominations close on FRIDAY, November 24, 1911, at 9 p.m. Weights for first day's events due on or about MONDAY, December 11. Acceptances and general entries close on MONDAY, December 18. NOTE.—The attention of owners is directed to the fact that the Stratford Club will hold its meeting on January 2 and 3, 1912, and that its programme contains Two Open Handicaps on each day, thus enabling horses (other than hacks) to compete in eight events during the week. Telephone No. 69. E. P. WEBSTER, Secretary. P.O. Box 33, New Plymouth. [614, 680, 762, 896]
divorce-title: DIVORCE COURT AND A FOREIGN PRINCE'S STATUS. [320, 256, 445, 275]
table-row: Marama Feb. 12 Feb. 16 [12, 610, 123, 619]
jockey-second-day: SECOND DAY—WEDNESDAY, DEC. 27, 1911. [619, 374, 757, 394]
farm-body: 100 ACRES, all level; eight miles from New Plymouth, good metalled road; adjoins Factory, ¼-mile school, township, etc. House of five rooms, good cowshed, trapshed; carrying 60 cows. Price is £23 per acre; £300 cash, balance easy terms. Owner will give leasehold of 125 acres in without a goodwill. [787, 1233, 1092, 1279]
underwear-heading: Underwear [844, 209, 1092, 256]
college-body: By Telegraph—Press Association. Wellington, Yesterday. The Military Director of Training paid a visit to the Royal Military College at Duntroon, Australia, recently, and inspected the institution. The college is situated on the side of a low hill overlooking a wide plain. In appears the cadets are smart and soldier-like, and generally of good physique. The director was given to understand that since the commencement of training in June last their physical development had improved very considerably. Certainly they looked a healthy body of young men and a credit to the institution. Each occupies a separate room. The dining-room is large, airy and well appointed. The kitchen adjoins it. The cadets work strenuously during the week, with a half-holiday on Saturday. [310, 625, 455, 807]
coach-return-table [614, 1030, 762, 1118]
morey-item: Women's India Gauze White Cotton Combinations, 2/3, 3/9, 4/6. [787, 461, 1046, 470]
union-sf-note: Fitted with wireless telegraphy. Passengers booked through to London by the Orient Royal Mail Line (via Sydney) and the Canadian-Australian Line (via Vancouver); also via San Francisco. [11, 306, 153, 359]
northern-agents: NORTHERN SS. Co., Ltd. UNION SS. Co., Ltd. Joint Agents. [11, 506, 153, 524]
acres-contact: Write at once for particulars to [469, 1512, 600, 1522]
sailors-body: Aden, December 11. Five Europeans and 30 natives of the crew of the steamer Kosseir, wrecked at Socotra, are missing. It is feared they are victims of Socotran treachery. [310, 160, 455, 204]
nplym-title: NEW PLYMOUTH-ONEHUNGA-AUCKLAND SERVICE. [45, 377, 153, 405]
australian-news-heading: AUSTRALIAN NEWS [310, 450, 455, 467]
waitara-body: Leaves Urenui daily 6.45 a.m. and 3.50 p.m. for Waitara. Leaves Waitara for Urenui at 8.30 a.m. and 5.45 p.m. From Waitara to Uruti, Okau, Tongaporutu, Mokau and Awakino EVERY WEDNESDAY and SATURDAY, and from Awakino to Waitara EVERY MONDAY and THURSDAY. Passengers can therefore reach Mokau on Saturdays, spend a day there, returning on Mondays to catch New Plymouth train the same evening. All goods at reasonable rates and promptly delivered. Waitara to Awakino—Return fare 25s. Waitara to Urenui.—Return fare 4s (reduction to two or three in a family or regular travellers). All orders or parcels left with Mr. R. Gibbon, Waitara, or Mr. Kibby, saddler, will be attended to. [614, 1208, 762, 1381]
pimples-title: PIMPLES OFF IN TWO DAYS. [321, 1251, 444, 1261]
arrived-title: ARRIVED. [210, 231, 253, 241]
commercial-heading: COMMERCIAL [310, 811, 455, 828]
morey-intro: YOU know the line we sell and the values we give in this department. [787, 339, 1070, 348]
save-title: See What You Save [822, 44, 1057, 113]
table-row: Orontes 9,023 Jan. 20 Jan. 24 [12, 840, 137, 849]
sections-heading: Sections Sections [854, 1141, 1025, 1162]
gilmour-clarke-ad [772, 776, 1106, 1796]
excursion-ad [11, 935, 153, 1090]
sporting-heading: SPORTING. [462, 38, 607, 55]
waitara-title: WAITARA-URENUI & AWAKINO MAIL COACH. [616, 1191, 760, 1210]
arrived-body: Tuesday.—Rosamond, s.s., 721 tons, Irwin, from Onehunga. [160, 241, 303, 260]
